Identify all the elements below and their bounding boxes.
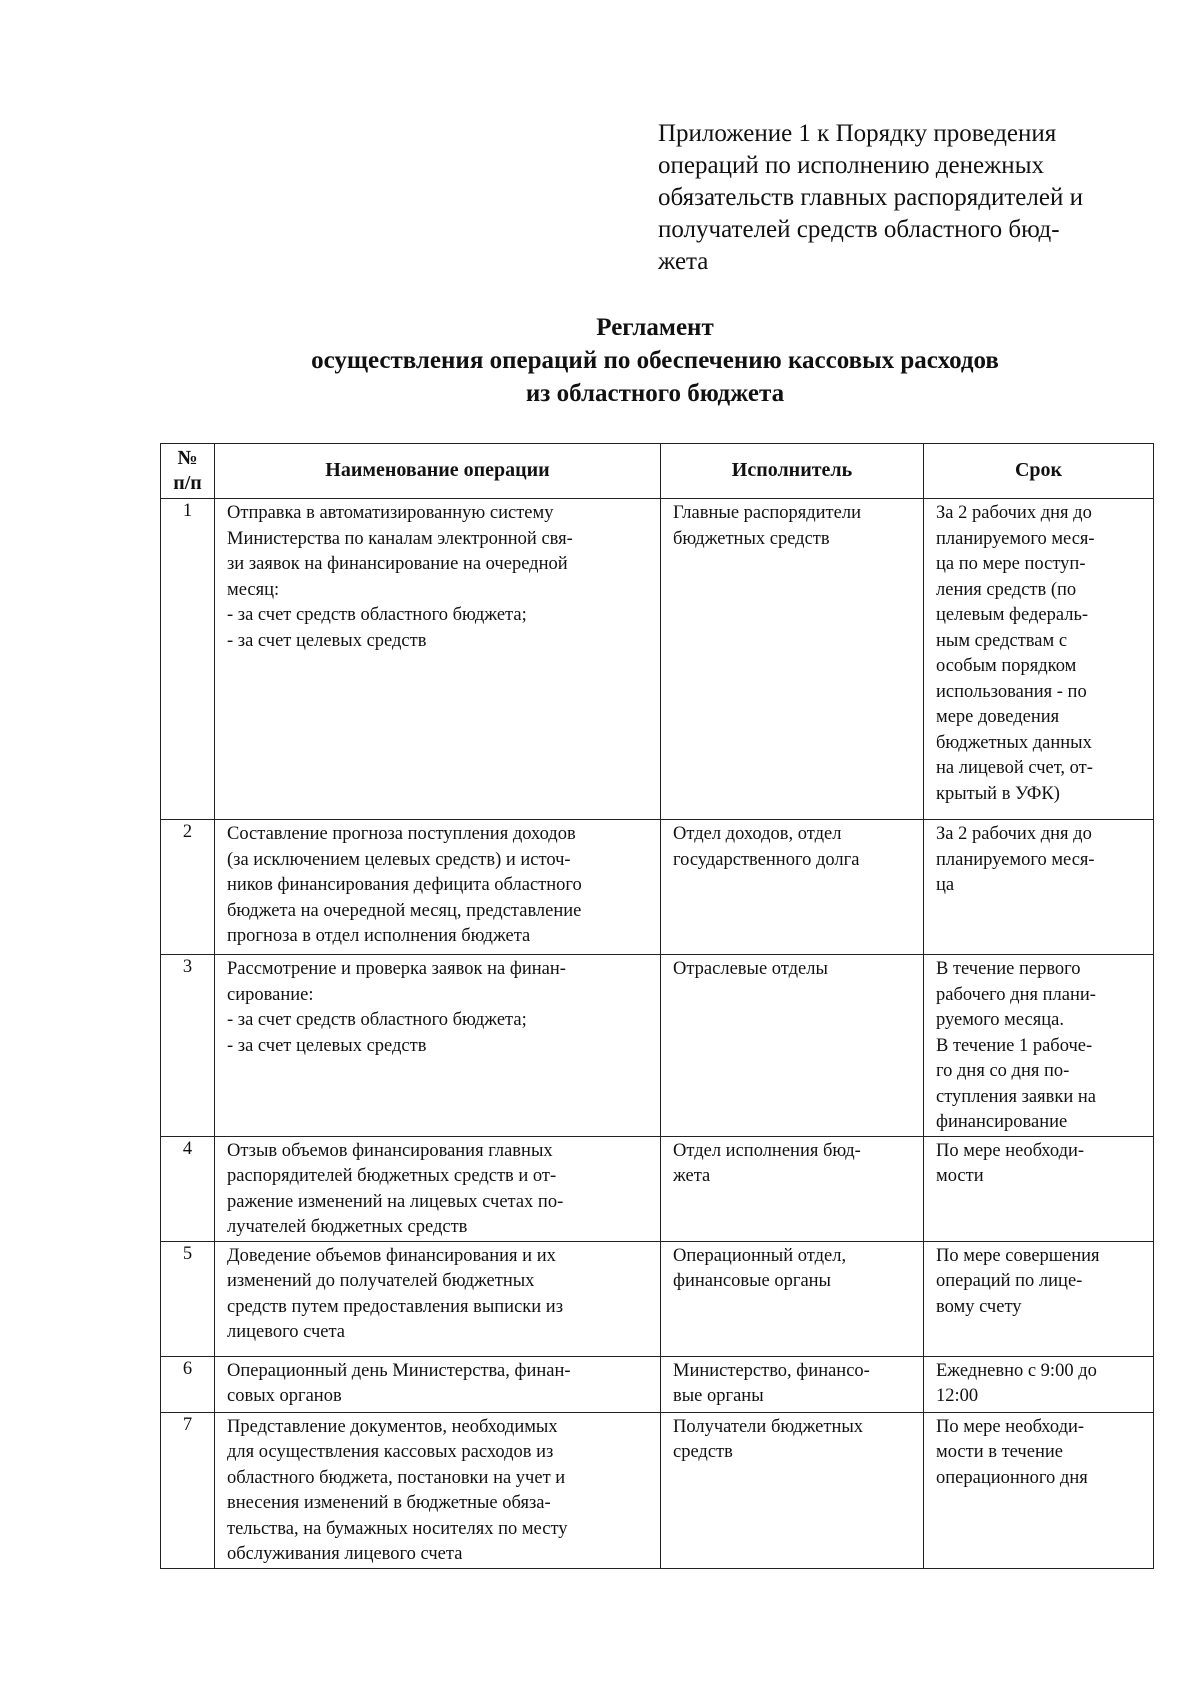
operation-line: лицевого счета <box>227 1322 345 1342</box>
table-row <box>161 955 1154 1137</box>
appendix-line: Приложение 1 к Порядку проведения <box>658 120 1057 147</box>
row-number: 4 <box>161 1136 215 1241</box>
header-deadline: Срок <box>924 444 1154 499</box>
operation-cell <box>215 1136 661 1241</box>
operation-cell <box>215 1412 661 1568</box>
appendix-line: жета <box>658 248 709 275</box>
operation-line: тельства, на бумажных носителях по месту <box>227 1518 568 1539</box>
operation-line: - за счет целевых средств <box>227 630 427 651</box>
deadline-line: крытый в УФК) <box>936 783 1060 804</box>
operation-line: Составление прогноза поступления доходов <box>227 824 576 844</box>
deadline-line: руемого месяца. <box>936 1010 1065 1030</box>
executor-line: финансовые органы <box>673 1271 831 1291</box>
executor-cell <box>661 1241 924 1356</box>
header-number-abbr: п/п <box>173 472 202 494</box>
table-row <box>161 1356 1154 1412</box>
appendix-line: получателей средств областного бюд- <box>658 216 1060 243</box>
executor-line: жета <box>673 1166 711 1186</box>
deadline-cell <box>924 1136 1154 1241</box>
executor-line: Получатели бюджетных <box>673 1416 864 1437</box>
deadline-line: 12:00 <box>936 1386 979 1406</box>
deadline-line: рабочего дня плани- <box>936 984 1096 1005</box>
header-number-sign: № <box>177 447 198 469</box>
deadline-line: За 2 рабочих дня до <box>936 503 1092 523</box>
deadline-line: ца <box>936 875 955 895</box>
deadline-line: планируемого меся- <box>936 528 1095 549</box>
row-number: 7 <box>161 1412 215 1568</box>
deadline-cell <box>924 955 1154 1137</box>
operation-line: ражение изменений на лицевых счетах по- <box>227 1191 564 1212</box>
operation-line: областного бюджета, постановки на учет и <box>227 1467 566 1488</box>
deadline-line: операционного дня <box>936 1467 1088 1488</box>
executor-line: Операционный отдел, <box>673 1245 847 1266</box>
deadline-line: В течение первого <box>936 959 1081 979</box>
operation-line: сирование: <box>227 984 314 1005</box>
row-number: 1 <box>161 499 215 820</box>
operation-line: средств путем предоставления выписки из <box>227 1296 564 1317</box>
executor-cell <box>661 1356 924 1412</box>
deadline-line: на лицевой счет, от- <box>936 758 1093 778</box>
operation-line: Представление документов, необходимых <box>227 1416 558 1437</box>
operation-line: внесения изменений в бюджетные обяза- <box>227 1493 551 1513</box>
operation-line: месяц: <box>227 579 280 600</box>
operation-line: лучателей бюджетных средств <box>227 1217 468 1237</box>
executor-cell <box>661 499 924 820</box>
deadline-line: За 2 рабочих дня до <box>936 824 1092 844</box>
operation-line: - за счет средств областного бюджета; <box>227 605 527 625</box>
deadline-line: целевым федераль- <box>936 605 1089 625</box>
operation-cell <box>215 955 661 1137</box>
header-executor: Исполнитель <box>661 444 924 499</box>
deadline-line: вому счету <box>936 1296 1022 1317</box>
operation-line: бюджета на очередной месяц, представление <box>227 900 582 921</box>
operation-line: распорядителей бюджетных средств и от- <box>227 1166 557 1186</box>
deadline-line: планируемого меся- <box>936 849 1095 870</box>
row-number: 2 <box>161 820 215 955</box>
operation-cell <box>215 1356 661 1412</box>
table-row <box>161 1136 1154 1241</box>
deadline-line: По мере необходи- <box>936 1140 1085 1161</box>
executor-line: государственного долга <box>673 849 860 870</box>
operation-line: изменений до получателей бюджетных <box>227 1271 535 1291</box>
executor-line: Отдел доходов, отдел <box>673 824 842 844</box>
operation-cell <box>215 499 661 820</box>
row-number: 5 <box>161 1241 215 1356</box>
executor-cell <box>661 820 924 955</box>
executor-line: Отраслевые отделы <box>673 959 828 979</box>
table-row <box>161 1241 1154 1356</box>
deadline-line: особым порядком <box>936 656 1077 676</box>
operation-line: Доведение объемов финансирования и их <box>227 1245 556 1266</box>
table-header-row <box>161 444 1154 499</box>
deadline-cell <box>924 1356 1154 1412</box>
title-line-3: из областного бюджета <box>525 380 785 407</box>
deadline-line: ступления заявки на <box>936 1086 1096 1107</box>
deadline-line: использования - по <box>936 681 1087 702</box>
operation-line: обслуживания лицевого счета <box>227 1544 463 1564</box>
operation-cell <box>215 1241 661 1356</box>
executor-line: средств <box>673 1442 733 1462</box>
title-line-2: осуществления операций по обеспечению кассовых расходов <box>311 347 999 374</box>
operation-line: (за исключением целевых средств) и источ- <box>227 849 571 870</box>
deadline-cell <box>924 499 1154 820</box>
operation-line: - за счет средств областного бюджета; <box>227 1010 527 1030</box>
operation-line: совых органов <box>227 1386 342 1406</box>
executor-line: Главные распорядители <box>673 503 861 523</box>
operation-line: Министерства по каналам электронной свя- <box>227 528 573 549</box>
row-number: 3 <box>161 955 215 1137</box>
regulation-table <box>160 443 1154 1569</box>
deadline-line: ца по мере поступ- <box>936 554 1086 574</box>
deadline-line: По мере необходи- <box>936 1416 1085 1437</box>
deadline-line: В течение 1 рабоче- <box>936 1035 1093 1056</box>
deadline-cell <box>924 1241 1154 1356</box>
executor-cell <box>661 955 924 1137</box>
header-operation: Наименование операции <box>215 444 661 499</box>
operation-line: Отправка в автоматизированную систему <box>227 503 554 523</box>
header-number <box>161 444 215 499</box>
operation-line: для осуществления кассовых расходов из <box>227 1442 554 1462</box>
row-number: 6 <box>161 1356 215 1412</box>
deadline-line: По мере совершения <box>936 1245 1100 1266</box>
title-line-1: Регламент <box>596 314 714 341</box>
deadline-cell <box>924 820 1154 955</box>
deadline-line: мере доведения <box>936 707 1060 727</box>
executor-line: вые органы <box>673 1386 764 1406</box>
executor-line: Министерство, финансо- <box>673 1360 870 1381</box>
executor-cell <box>661 1136 924 1241</box>
appendix-note <box>658 118 1158 278</box>
deadline-line: Ежедневно с 9:00 до <box>936 1360 1097 1381</box>
document-title <box>0 311 1200 410</box>
deadline-line: ным средствам с <box>936 630 1068 651</box>
deadline-line: мости <box>936 1166 984 1186</box>
table-row <box>161 499 1154 820</box>
deadline-cell <box>924 1412 1154 1568</box>
appendix-line: операций по исполнению денежных <box>658 152 1044 179</box>
operation-line: ников финансирования дефицита областного <box>227 875 582 895</box>
deadline-line: мости в течение <box>936 1442 1063 1462</box>
deadline-line: го дня со дня по- <box>936 1061 1070 1081</box>
operation-line: - за счет целевых средств <box>227 1035 427 1056</box>
deadline-line: ления средств (по <box>936 579 1077 600</box>
operation-line: Операционный день Министерства, финан- <box>227 1360 571 1381</box>
appendix-line: обязательств главных распорядителей и <box>658 184 1083 211</box>
deadline-line: бюджетных данных <box>936 732 1092 753</box>
executor-line: бюджетных средств <box>673 528 830 549</box>
table-row <box>161 1412 1154 1568</box>
operation-line: Отзыв объемов финансирования главных <box>227 1140 553 1161</box>
deadline-line: финансирование <box>936 1112 1068 1132</box>
executor-line: Отдел исполнения бюд- <box>673 1140 861 1161</box>
deadline-line: операций по лице- <box>936 1271 1083 1291</box>
operation-line: прогноза в отдел исполнения бюджета <box>227 926 531 946</box>
executor-cell <box>661 1412 924 1568</box>
operation-line: Рассмотрение и проверка заявок на финан- <box>227 959 566 979</box>
operation-line: зи заявок на финансирование на очередной <box>227 554 568 574</box>
operation-cell <box>215 820 661 955</box>
table-row <box>161 820 1154 955</box>
